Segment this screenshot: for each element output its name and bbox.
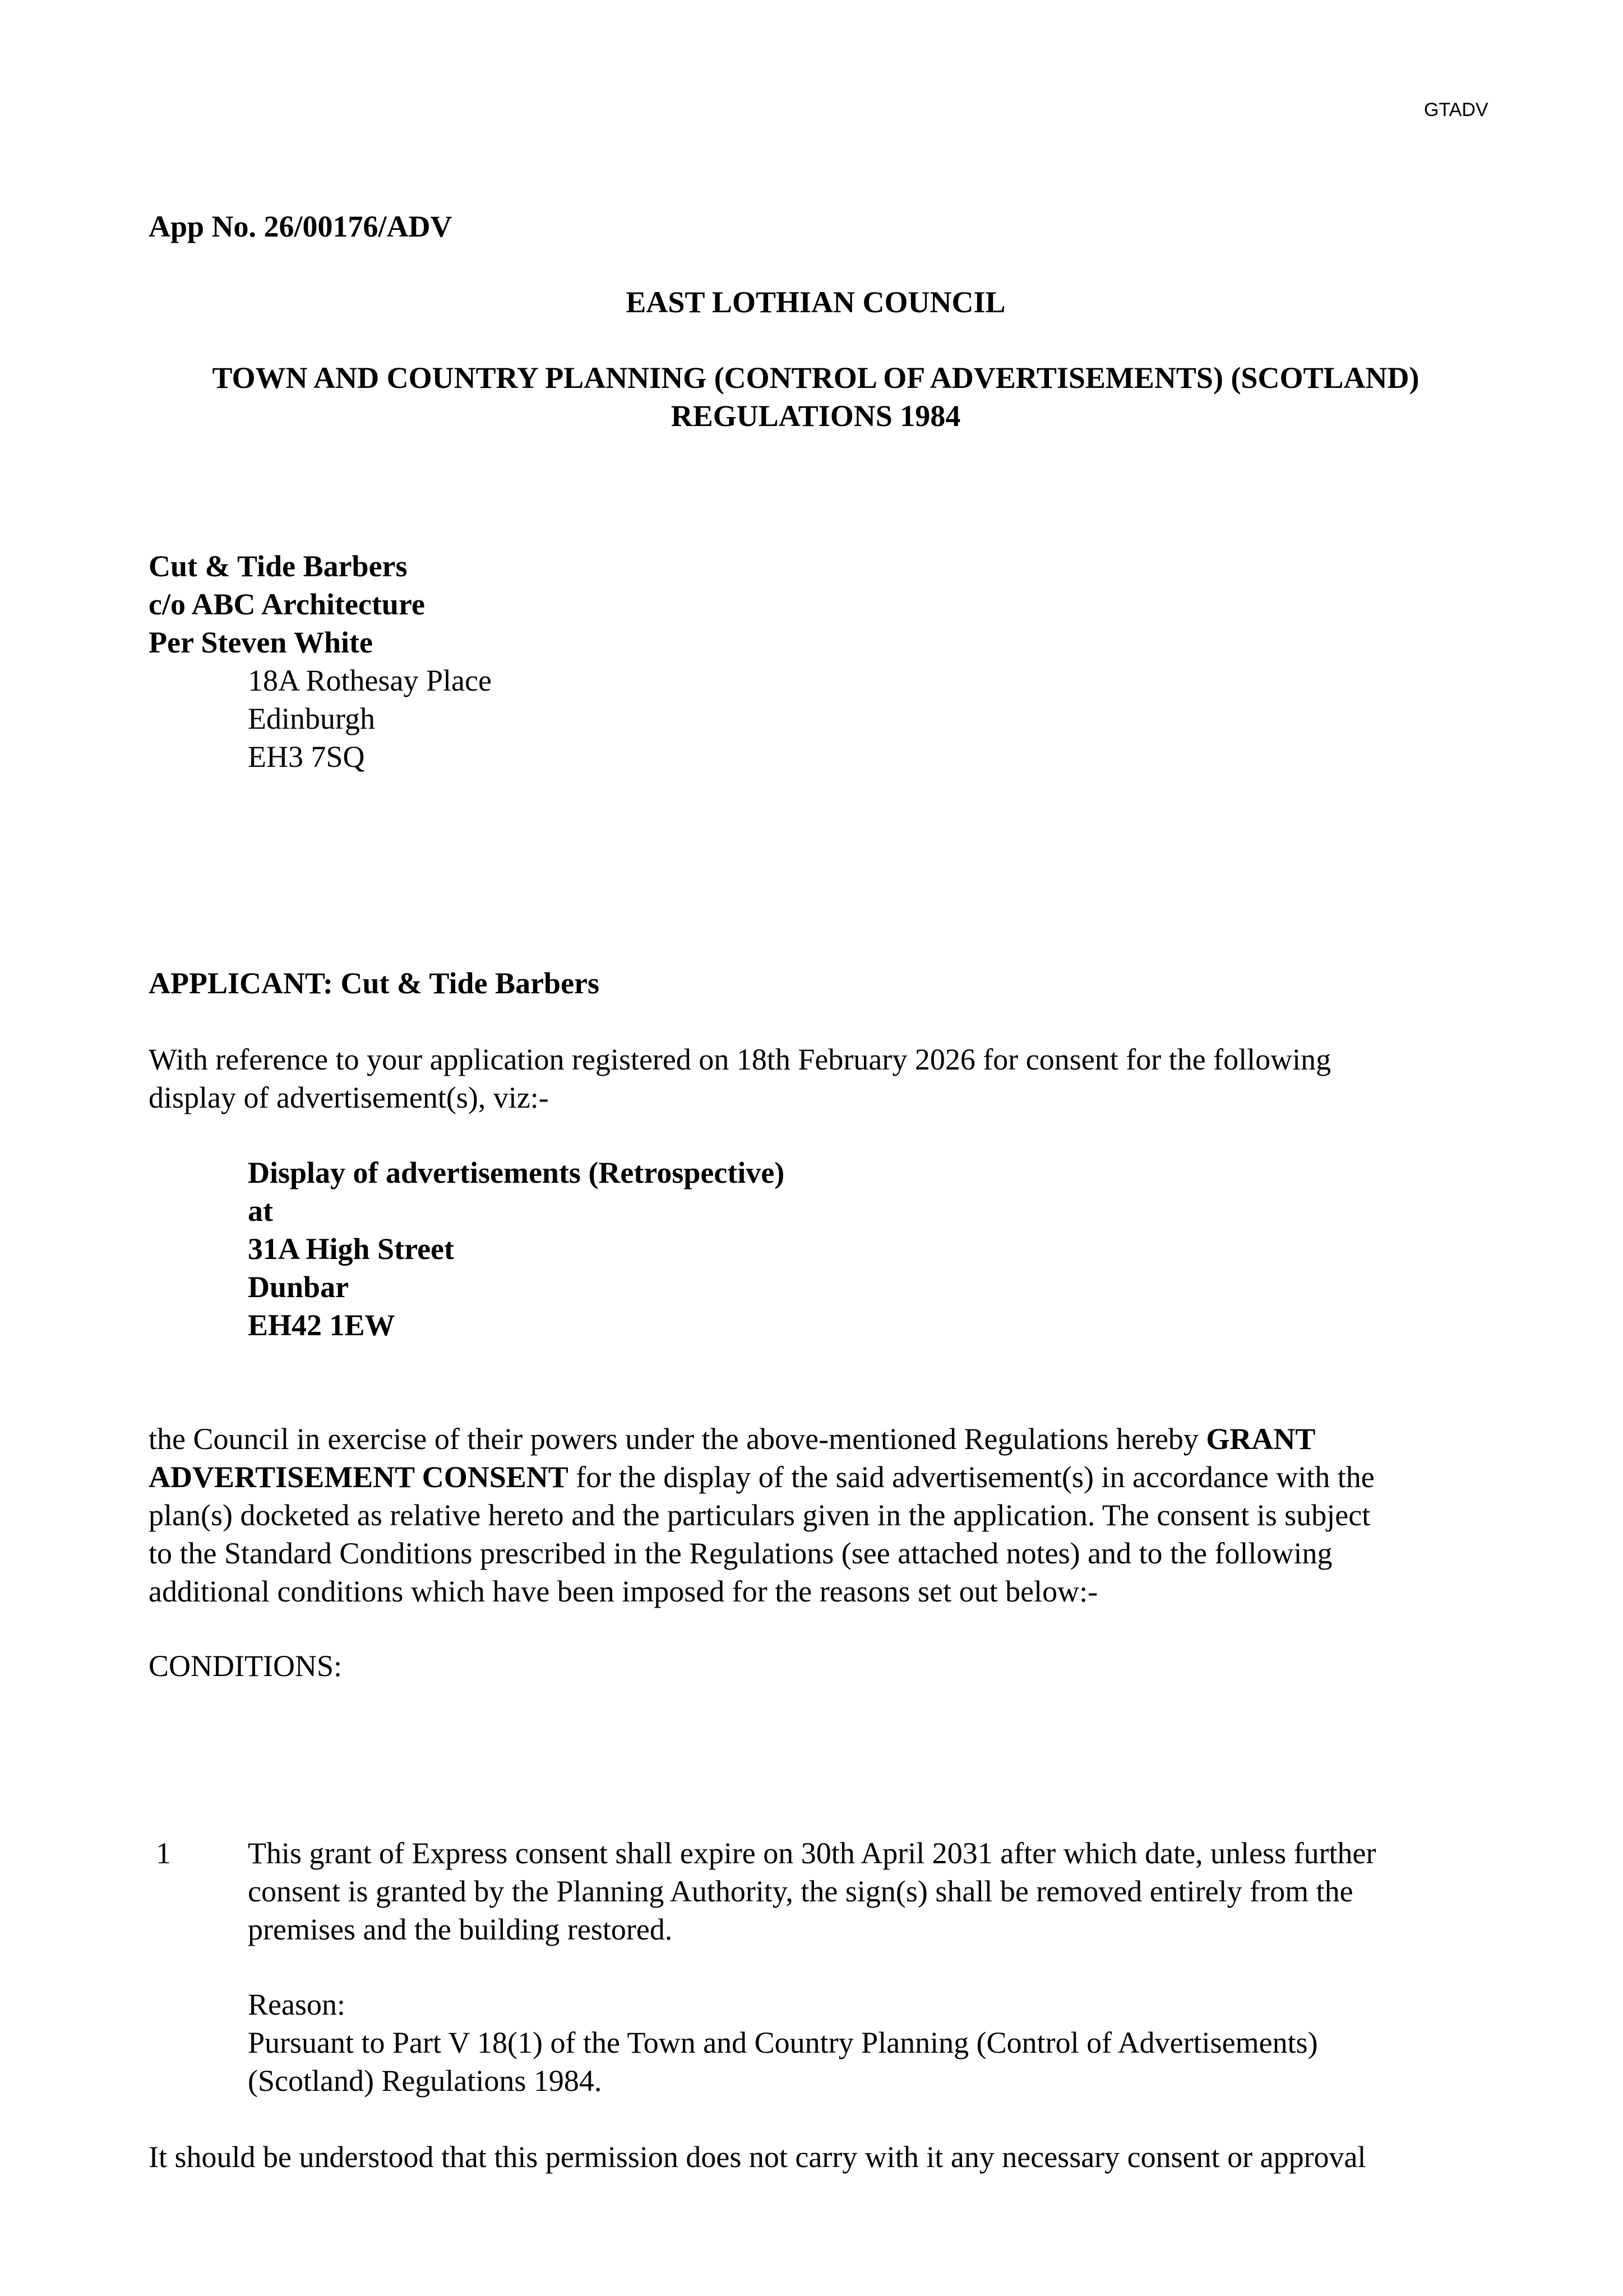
grant-line-5: additional conditions which have been imposed for the reasons set out below:-: [149, 1575, 1098, 1608]
grant-line-2: [149, 1458, 1483, 1496]
grant-paragraph: [149, 1420, 1483, 1610]
addressee-city: Edinburgh: [248, 702, 375, 735]
advertisement-consent-words: ADVERTISEMENT CONSENT: [149, 1460, 568, 1494]
addressee-care-of: c/o ABC Architecture: [149, 587, 425, 621]
grant-word: GRANT: [1206, 1422, 1316, 1456]
grant-line-3: plan(s) docketed as relative hereto and the particulars given in the application. The consent is subject: [149, 1498, 1371, 1532]
condition-number: 1: [156, 1836, 171, 1870]
condition-text: [248, 1834, 1481, 1948]
proposal-street: 31A High Street: [248, 1232, 454, 1266]
council-name: EAST LOTHIAN COUNCIL: [626, 285, 1006, 319]
proposal-town: Dunbar: [248, 1270, 349, 1304]
grant-line-1-text: the Council in exercise of their powers under the above-mentioned Regulations hereby: [149, 1422, 1206, 1456]
closing-line: It should be understood that this permission does not carry with it any necessary consent or approval: [149, 2140, 1366, 2174]
condition-reason: [248, 1985, 1481, 2100]
document-code: GTADV: [1424, 99, 1488, 121]
proposal-postcode: EH42 1EW: [248, 1308, 395, 1342]
grant-line-4: to the Standard Conditions prescribed in the Regulations (see attached notes) and to the following: [149, 1536, 1333, 1570]
reference-paragraph: [149, 1040, 1483, 1117]
reason-line-1: Pursuant to Part V 18(1) of the Town and Country Planning (Control of Advertisements): [248, 2026, 1318, 2059]
proposal-description: Display of advertisements (Retrospective): [248, 1156, 785, 1189]
addressee-postcode: EH3 7SQ: [248, 740, 365, 774]
reference-line-1: With reference to your application registered on 18th February 2026 for consent for the following: [149, 1043, 1331, 1076]
reference-line-2: display of advertisement(s), viz:-: [149, 1081, 549, 1114]
condition-line-1: This grant of Express consent shall expire on 30th April 2031 after which date, unless further: [248, 1836, 1376, 1870]
proposal-at: at: [248, 1194, 273, 1228]
grant-line-1: [149, 1420, 1483, 1458]
application-number: App No. 26/00176/ADV: [149, 210, 452, 243]
addressee-block: [149, 547, 1483, 776]
proposal-block: [149, 1154, 1483, 1344]
reason-label: Reason:: [248, 1988, 345, 2021]
condition-line-3: premises and the building restored.: [248, 1913, 673, 1946]
regulations-title-line-2: REGULATIONS 1984: [671, 399, 961, 433]
grant-line-2-text: for the display of the said advertisement(s) in accordance with the: [568, 1460, 1375, 1494]
conditions-heading: CONDITIONS:: [149, 1649, 342, 1683]
addressee-name: Cut & Tide Barbers: [149, 549, 408, 583]
addressee-street: 18A Rothesay Place: [248, 664, 492, 697]
condition-line-2: consent is granted by the Planning Authority, the sign(s) shall be removed entirely from the: [248, 1874, 1353, 1908]
regulations-title-line-1: TOWN AND COUNTRY PLANNING (CONTROL OF ADVERTISEMENTS) (SCOTLAND): [212, 361, 1419, 395]
reason-line-2: (Scotland) Regulations 1984.: [248, 2064, 602, 2098]
addressee-per: Per Steven White: [149, 626, 373, 659]
regulations-title: [149, 359, 1483, 435]
applicant-line: APPLICANT: Cut & Tide Barbers: [149, 966, 600, 1000]
